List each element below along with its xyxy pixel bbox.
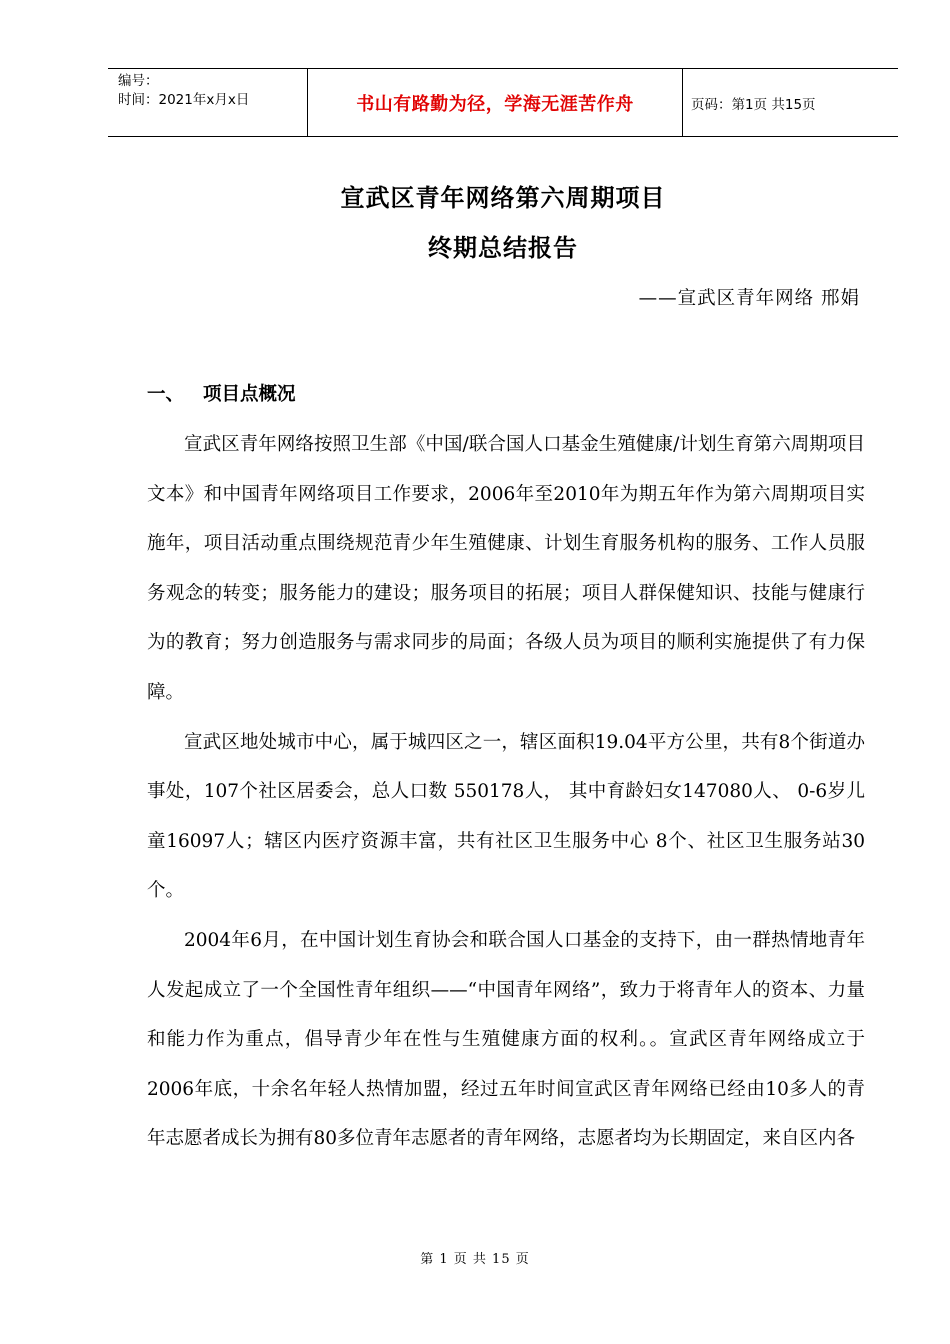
header-table xyxy=(108,68,898,137)
document-body xyxy=(147,420,865,1164)
header-page-info: 页码：第1页 共15页 xyxy=(691,96,816,113)
paragraph: 2004年6月，在中国计划生育协会和联合国人口基金的支持下，由一群热情地青年人发起成立了一个全国性青年组织——“中国青年网络”，致力于将青年人的资本、力量和能力作为重点，倡导青少年在性与生殖健康方面的权利。。宣武区青年网络成立于2006年底，十余名年轻人热情加盟，经过五年时间宣武区青年网络已经由10多人的青年志愿者成长为拥有80多位青年志愿者的青年网络，志愿者均为长期固定，来自区内各 xyxy=(147,929,865,1150)
header-meta-cell xyxy=(108,69,308,136)
section-title: 项目点概况 xyxy=(203,384,296,405)
section-heading xyxy=(147,380,296,406)
section-number: 一、 xyxy=(147,384,185,405)
document-byline: ——宣武区青年网络 邢娟 xyxy=(638,288,860,309)
document-title-line2: 终期总结报告 xyxy=(428,234,578,262)
page-footer: 第 1 页 共 15 页 xyxy=(420,1252,530,1267)
header-motto: 书山有路勤为径，学海无涯苦作舟 xyxy=(308,69,683,136)
document-title-line1: 宣武区青年网络第六周期项目 xyxy=(340,184,666,212)
document-time-label: 时间：2021年x月x日 xyxy=(118,92,250,108)
paragraph: 宣武区地处城市中心，属于城四区之一，辖区面积19.04平方公里，共有8个街道办事处，107个社区居委会，总人口数 550178人， 其中育龄妇女147080人、 0-6岁儿童16097人；辖区内医疗资源丰富，共有社区卫生服务中心 8个、社区卫生服务站30个。 xyxy=(147,731,865,902)
paragraph: 宣武区青年网络按照卫生部《中国/联合国人口基金生殖健康/计划生育第六周期项目文本》和中国青年网络项目工作要求，2006年至2010年为期五年作为第六周期项目实施年，项目活动重点围绕规范青少年生殖健康、计划生育服务机构的服务、工作人员服务观念的转变；服务能力的建设；服务项目的拓展；项目人群保健知识、技能与健康行为的教育；努力创造服务与需求同步的局面；各级人员为项目的顺利实施提供了有力保障。 xyxy=(147,434,865,703)
document-number-label: 编号： xyxy=(118,73,159,89)
